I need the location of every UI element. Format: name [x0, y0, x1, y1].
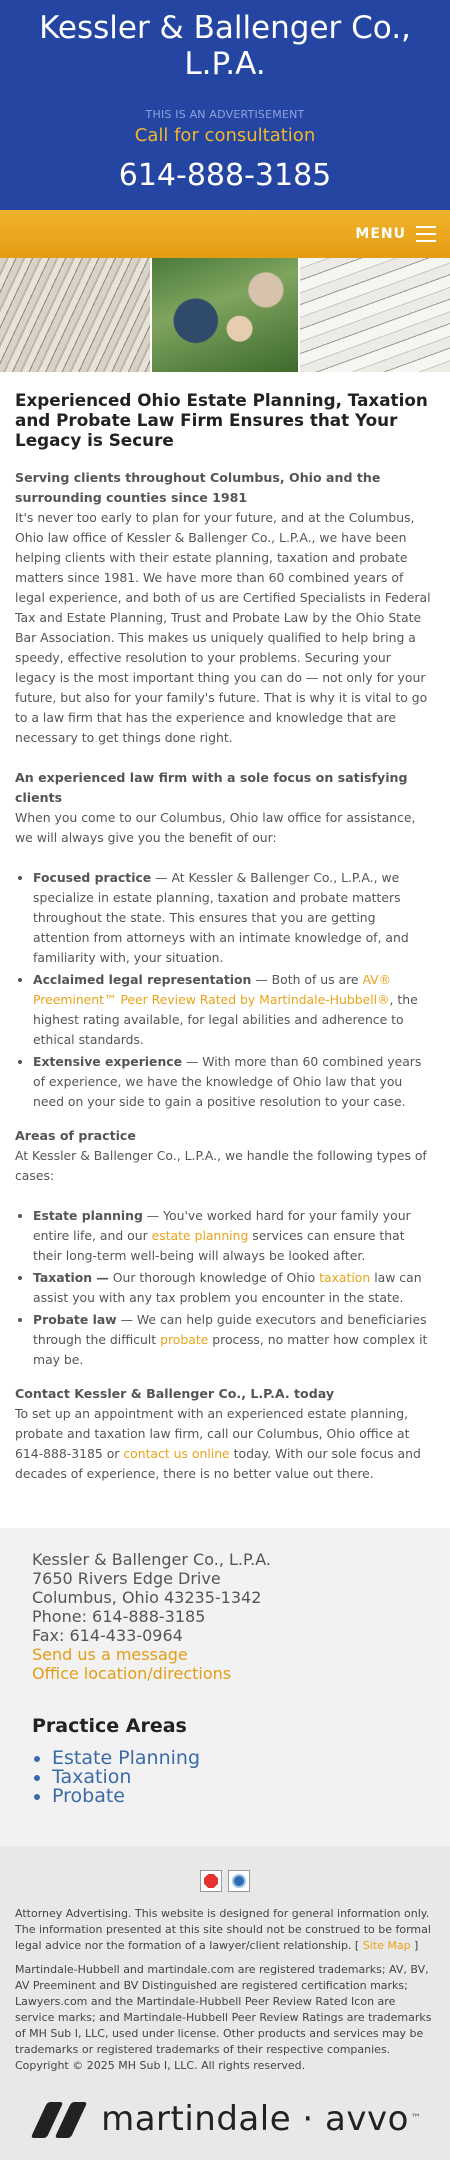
advertisement-notice: THIS IS AN ADVERTISEMENT — [145, 108, 305, 121]
probate-link[interactable]: probate — [160, 1332, 209, 1347]
contact-phone[interactable]: Phone: 614-888-3185 — [32, 1607, 206, 1626]
firm-name[interactable]: Kessler & Ballenger Co., L.P.A. — [39, 10, 411, 82]
av-rating-link[interactable]: AV® Preeminent™ Peer Review Rated by Martindale-Hubbell® — [33, 972, 392, 1007]
list-item: • Focused practice — At Kessler & Ballenger Co., L.P.A., we specialize in estate planning, taxation and probate matters throughout the state. This ensures that you are getting attention from attorneys with an intimate knowledge of, and familiarity with, your situation. — [33, 868, 435, 968]
site-map-link[interactable]: Site Map — [362, 1939, 411, 1952]
accessibility-badge-icon[interactable] — [228, 1870, 250, 1892]
martindale-avvo-logo[interactable] — [15, 2094, 435, 2144]
martindale-avvo-logo-icon — [29, 2100, 93, 2138]
practice-area-estate-planning-link[interactable]: Estate Planning — [52, 1747, 201, 1769]
practice-areas-list — [52, 1749, 418, 1806]
footer-badges — [15, 1870, 435, 1892]
estate-planning-link[interactable]: estate planning — [151, 1228, 249, 1243]
taxation-link[interactable]: taxation — [319, 1270, 371, 1285]
section-heading-contact: Contact Kessler & Ballenger Co., L.P.A. today — [15, 1386, 335, 1401]
logo-trademark: ™ — [410, 2113, 421, 2124]
benefits-list — [33, 868, 435, 1112]
office-location-link[interactable]: Office location/directions — [32, 1664, 232, 1683]
section-body-areas: At Kessler & Ballenger Co., L.P.A., we handle the following types of cases: — [15, 1148, 427, 1183]
list-item — [52, 1787, 418, 1806]
list-item: • Taxation — Our thorough knowledge of Ohio taxation law can assist you with any tax problem you encounter in the state. — [33, 1268, 435, 1308]
main-content — [0, 372, 450, 1514]
trademarks-notice: Martindale-Hubbell and martindale.com are registered trademarks; AV, BV, AV Preeminent and BV Distinguished are registered certification marks; Lawyers.com and the Martindale-Hubbell Peer Review Rated Icon are service marks; and Martindale-Hubbell Peer Review Ratings are trademarks of MH Sub I, LLC, used under license. Other products and services may be trademarks or registered trademarks of their respective companies. Copyright © 2025 MH Sub I, LLC. All rights reserved. — [15, 1963, 432, 2072]
page-title: Experienced Ohio Estate Planning, Taxation and Probate Law Firm Ensures that Your Legacy is Secure — [15, 390, 428, 450]
menu-bar — [0, 210, 450, 258]
contact-block — [0, 1528, 450, 1846]
list-item: • Probate law — We can help guide executors and beneficiaries through the difficult probate process, no matter how complex it may be. — [33, 1310, 435, 1370]
areas-list — [33, 1206, 435, 1370]
site-header — [0, 0, 450, 210]
banner-image-family — [150, 258, 300, 372]
list-item: • Acclaimed legal representation — Both of us are AV® Preeminent™ Peer Review Rated by Martindale-Hubbell®, the highest rating available, for legal abilities and adherence to ethical standards. — [33, 970, 435, 1050]
list-item: • Extensive experience — With more than 60 combined years of experience, we have the knowledge of Ohio law that you need on your side to gain a positive resolution to your case. — [33, 1052, 435, 1112]
practice-area-taxation-link[interactable]: Taxation — [52, 1766, 132, 1788]
section-heading-serving: Serving clients throughout Columbus, Ohio and the surrounding counties since 1981 — [15, 470, 381, 505]
stop-sign-icon[interactable] — [200, 1870, 222, 1892]
contact-street: 7650 Rivers Edge Drive — [32, 1569, 221, 1588]
hamburger-icon[interactable] — [416, 226, 436, 242]
site-footer — [0, 1846, 450, 2160]
section-heading-experienced: An experienced law firm with a sole focus on satisfying clients — [15, 770, 408, 805]
list-item: • Estate planning — You've worked hard for your family your entire life, and our estate planning services can ensure that their long-term well-being will always be looked after. — [33, 1206, 435, 1266]
contact-online-link[interactable]: contact us online — [123, 1446, 230, 1461]
hero-banner — [0, 258, 450, 372]
disclaimer: Attorney Advertising. This website is designed for general information only. The information presented at this site should not be construed to be formal legal advice nor the formation of a lawyer/client relationship. [ Site Map ] — [15, 1907, 431, 1952]
address-block — [32, 1550, 418, 1683]
practice-area-probate-link[interactable]: Probate — [52, 1785, 125, 1807]
logo-text: martindale · avvo — [101, 2099, 409, 2139]
section-body-experienced: When you come to our Columbus, Ohio law office for assistance, we will always give you the benefit of our: — [15, 810, 416, 845]
menu-button-label[interactable]: MENU — [355, 226, 406, 242]
section-body-serving: It's never too early to plan for your future, and at the Columbus, Ohio law office of Kessler & Ballenger Co., L.P.A., we have been helping clients with their estate planning, taxation and probate matters since 1981. We have more than 60 combined years of legal experience, and both of us are Certified Specialists in Federal Tax and Estate Planning, Trust and Probate Law by the Ohio State Bar Association. This makes us uniquely qualified to help bring a speedy, effective resolution to your problems. Securing your legacy is the most important thing you can do — not only for your future, but also for your family's future. That is why it is vital to go to a law firm that has the experience and knowledge that are necessary to get things done right. — [15, 510, 431, 745]
contact-fax: Fax: 614-433-0964 — [32, 1626, 183, 1645]
send-message-link[interactable]: Send us a message — [32, 1645, 188, 1664]
consultation-callout: Call for consultation — [134, 125, 316, 146]
section-body-contact: To set up an appointment with an experienced estate planning, probate and taxation law firm, call our Columbus, Ohio office at 614-888-3185 or contact us online today. With our sole focus and decades of experience, there is no better value out there. — [15, 1406, 421, 1481]
contact-firm-name: Kessler & Ballenger Co., L.P.A. — [32, 1550, 271, 1569]
practice-areas-title: Practice Areas — [32, 1715, 187, 1737]
section-heading-areas: Areas of practice — [15, 1128, 136, 1143]
contact-city: Columbus, Ohio 43235-1342 — [32, 1588, 262, 1607]
copyright: Copyright © 2025 MH Sub I, LLC. All rights reserved. — [15, 2059, 306, 2072]
banner-image-tax-forms — [300, 258, 450, 372]
banner-image-will-document — [0, 258, 150, 372]
header-phone-link[interactable]: 614-888-3185 — [118, 158, 332, 193]
